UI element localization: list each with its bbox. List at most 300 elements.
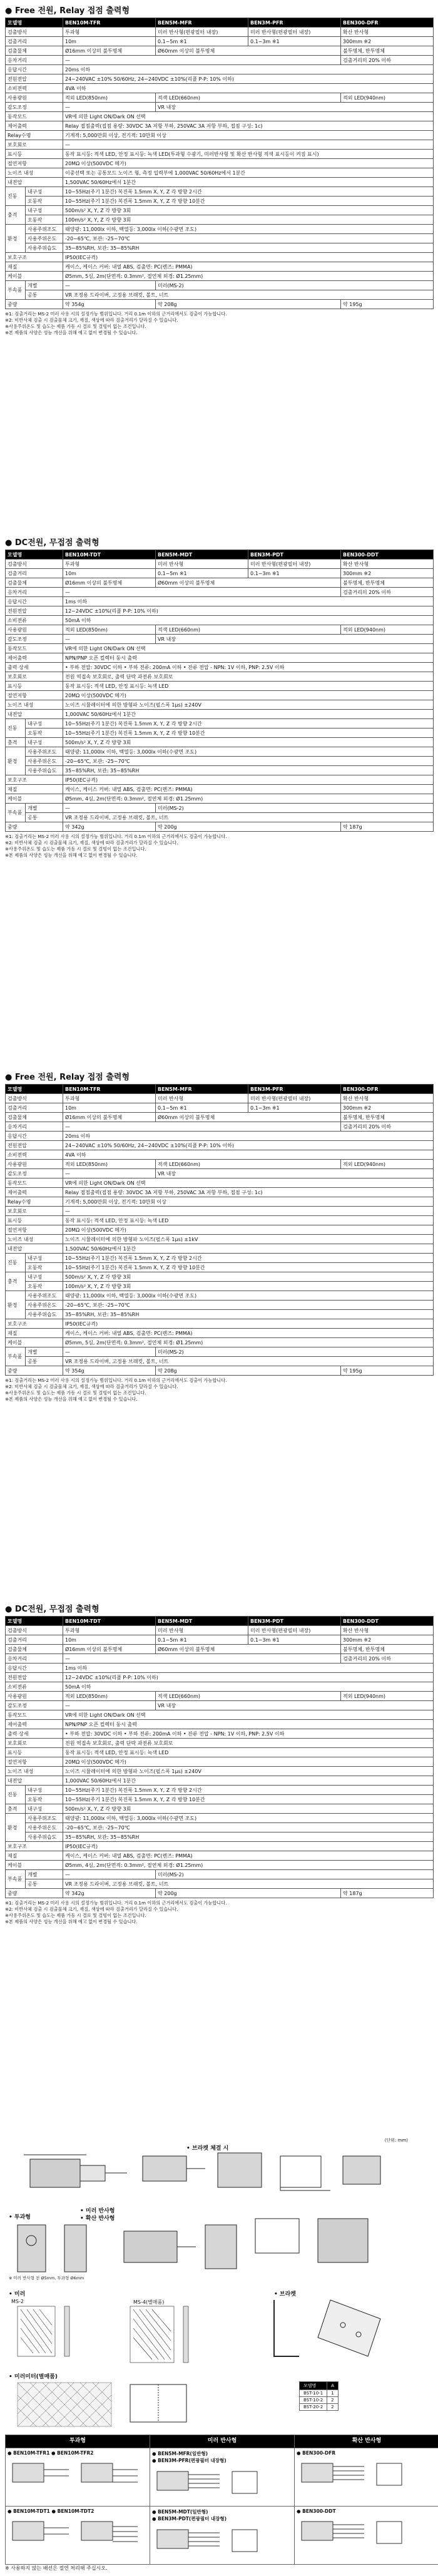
section-notes [5,311,433,336]
conn-header-mirror: 미러 반사형 [150,2435,295,2448]
row-group-label: 부속품 [6,1347,26,1366]
table-row [6,1338,434,1347]
row-label: 내전압 [6,1776,63,1786]
cell-value: 20MΩ 이상(500VDC 메가) [63,1757,434,1767]
table-row [6,1861,434,1870]
cell-value: 적색 LED(660nm) [156,1160,341,1169]
row-label: 중량 [6,300,63,309]
table-row [6,1832,434,1842]
model-header: BEN3M-PFR [248,1085,341,1094]
table-row [6,1710,434,1720]
cell-value: Ø60mm 이상의 불투명체 [156,1113,341,1122]
note-line: ※1: 검출거리는 MS-2 미러 사용 시의 설정가능 범위입니다. 거리 0.1m 이하의 근거리에서도 검출이 가능합니다. [5,834,227,839]
bracket-drawings [274,2300,380,2356]
row-label: 출력 상세 [6,663,63,672]
table-row [6,1197,434,1207]
cell-value: 약 208g [156,1366,341,1376]
row-label: 응차거리 [6,56,63,65]
cell-value: 기계적: 5,000만회 이상, 전기적: 10만회 이상 [63,1197,434,1207]
table-row [6,1804,434,1814]
row-label: 전원전압 [6,1673,63,1682]
table-row [6,1654,434,1664]
row-label: 감도조정 [6,635,63,644]
dim-note: ※ 미러 반사형 전 Ø5mm, 투과형 Ø6mm [9,2276,84,2281]
row-label: 사용주위온도 [26,757,63,766]
table-row [6,1739,434,1748]
cell-value: 적외 LED(940nm) [341,1160,434,1169]
cell-value: 100m/s² X, Y, Z 각 방향 3회 [63,215,434,225]
row-label: 검출방식 [6,1626,63,1635]
row-label: 케이블 [6,1338,63,1347]
table-row [6,1870,434,1879]
cell-value: BST-20-2 [300,2404,327,2411]
cell-value: 미러(MS-2) [156,804,434,813]
conn-cell-through-1 [6,2448,150,2507]
model-header: BEN10M-TDT [63,1617,156,1626]
table-row [6,1757,434,1767]
table-row [6,560,434,569]
cell-value: 12~24VDC ±10%(리플 P-P: 10% 이하) [63,606,434,616]
table-row [6,253,434,262]
table-row [6,140,434,150]
table-row [6,1301,434,1310]
header-label: 모델명 [6,1085,63,1094]
table-row [6,225,434,234]
table-row [6,1776,434,1786]
cell-value: 적외 LED(940nm) [341,625,434,635]
table-row [6,272,434,281]
cell-value: 1ms 이하 [63,597,434,606]
table-row [6,663,434,672]
table-row [6,1225,434,1235]
row-label: 사용주위조도 [26,225,63,234]
cell-value: 약 195g [341,300,434,309]
section-title: ● DC전원, 무접점 출력형 [5,1605,99,1614]
cell-value: — [63,1169,156,1178]
cell-value: 35~85%RH, 보관: 35~85%RH [63,1310,434,1319]
row-label: 내구성 [26,1804,63,1814]
cell-value: NPN/PNP 오픈 컬렉터 동시 출력 [63,1720,434,1729]
cell-value: 35~85%RH, 보관: 35~85%RH [63,766,434,775]
cell-value: — [63,588,341,597]
table-row [6,813,434,822]
row-group-label: 진동 [6,719,26,738]
table-row [6,112,434,121]
table-row [6,1626,434,1635]
row-group-label: 환경 [6,1291,26,1319]
table-row [6,616,434,625]
row-label: 케이블 [6,272,63,281]
conn-label: ● BEN300-DDT [297,2508,336,2514]
slit-label: • 미러미터(별매품) [9,2374,58,2380]
row-label: 검출물체 [6,578,63,588]
model-header: BEN5M-MFR [156,18,248,28]
cell-value: 35~85%RH, 보관: 35~85%RH [63,1832,434,1842]
cell-value: 0.1~3m ※1 [248,37,341,46]
cell-value: 20MΩ 이상(500VDC 메가) [63,1225,434,1235]
cell-value: 노이즈 시뮬레이터에 의한 방형파 노이즈(펄스폭 1μs) ±1kV [63,1235,434,1244]
cell-value: 1 [327,2390,339,2397]
table-header-row [6,1617,434,1626]
table-row [6,159,434,168]
table-row [6,150,434,159]
cell-value: Ø16mm 이상의 불투명체 [63,578,156,588]
model-header: BEN10M-TFR [63,1085,156,1094]
row-label: 응답시간 [6,1132,63,1141]
spec-section [5,1071,433,1403]
cell-value: 모델명 [300,2382,327,2390]
cell-value: 35~85%RH, 보관: 35~85%RH [63,243,434,253]
model-header: BEN3M-PFR [248,18,341,28]
row-label: 제어출력 [6,1720,63,1729]
row-label: 소비전류 [6,1682,63,1692]
cell-value: 1,500VAC 50/60Hz에서 1분간 [63,178,434,187]
row-label: 보호구조 [6,775,63,785]
note-line: ※1: 검출거리는 MS-2 미러 사용 시의 설정가능 범위입니다. 거리 0.1m 이하의 근거리에서도 검출이 가능합니다. [5,311,227,317]
cell-value: BST-10-2 [300,2397,327,2404]
row-label: 제어출력 [6,653,63,663]
cell-value: VR 내장 [156,103,434,112]
table-row [6,1786,434,1795]
cell-value: 검출거리의 20% 이하 [341,588,434,597]
row-label: 사용주위습도 [26,243,63,253]
cell-value: 투과형 [63,1626,156,1635]
table-row [6,1366,434,1376]
table-row [6,131,434,140]
row-label: 사용주위조도 [26,1814,63,1823]
cell-value: — [63,635,156,644]
table-row [6,290,434,300]
cell-value: VR에 의한 Light ON/Dark ON 선택 [63,112,434,121]
table-row [6,1795,434,1804]
sensor-label-diffuse: • 확산 반사형 [80,2216,115,2222]
cell-value: 0.1~5m ※1 [156,569,248,578]
row-label: 절연저항 [6,691,63,700]
cell-value: 전원 역접속 보호회로, 출력 단락 과전류 보호회로 [63,672,434,682]
cell-value: A [327,2382,339,2390]
row-label: 내구성 [26,738,63,747]
cell-value: 10~55Hz(주기 1분간) 복진폭 1.5mm X, Y, Z 각 방향 2시간 [63,1786,434,1795]
row-label: 동작모드 [6,112,63,121]
mirror-ms4-label: MS-4(별매품) [133,2299,165,2305]
row-label: 오동작 [26,1282,63,1291]
cell-value: 0.1~3m ※1 [248,569,341,578]
row-label: 오동작 [26,215,63,225]
cell-value: 0.1~5m ※1 [156,37,248,46]
cell-value: 10~55Hz(주기 1분간) 복진폭 1.5mm X, Y, Z 각 방향 2시간 [63,1254,434,1263]
table-row [6,65,434,74]
model-header: BEN300-DFR [341,1085,434,1094]
cell-value: Relay 접점출력(접점 용량: 30VDC 3A 저항 부하, 250VAC 3A 저항 부하, 접점 구성: 1c) [63,1188,434,1197]
row-label: 내구성 [26,719,63,728]
table-row [6,1216,434,1225]
table-row [6,1664,434,1673]
table-row [6,1122,434,1132]
table-row [6,1729,434,1739]
cell-value: 동작 표시등: 적색 LED, 안정 표시등: 녹색 LED [63,1748,434,1757]
row-label: 사용주위온도 [26,234,63,243]
cell-value: 확산 반사형 [341,1626,434,1635]
table-row [6,1244,434,1254]
cell-value: 동작 표시등: 적색 LED, 안정 표시등: 녹색 LED [63,682,434,691]
row-label: 내전압 [6,178,63,187]
row-label: 사용주위습도 [26,1832,63,1842]
table-row [6,719,434,728]
cell-value: 확산 반사형 [341,28,434,37]
model-header: BEN10M-TFR [63,18,156,28]
row-label: 보호구조 [6,1319,63,1329]
row-label: 공통 [26,290,63,300]
cell-value: 적외 LED(850nm) [63,625,156,635]
cell-value: 100m/s² X, Y, Z 각 방향 3회 [63,1282,434,1291]
table-row [6,794,434,804]
cell-value: IP50(IEC규격) [63,253,434,262]
note-line: ※2: 비반사체 검출 시 검출물체 크기, 재질, 색상에 따라 검출거리가 달라질 수 있습니다. [5,1906,178,1912]
row-group-label: 부속품 [6,804,26,822]
row-label: 사용주위온도 [26,1301,63,1310]
cell-value: 검출거리의 20% 이하 [341,1654,434,1664]
cell-value: Ø16mm 이상의 불투명체 [63,1645,156,1654]
row-label: 표시등 [6,1748,63,1757]
cell-value: 500m/s² X, Y, Z 각 방향 3회 [63,738,434,747]
note-line: ※사용주위온도 및 습도는 제품 가동 시 결로 및 결빙이 없는 조건입니다. [5,1390,146,1396]
cell-value: -20~65℃, 보관: -25~70℃ [63,234,434,243]
row-group-label: 환경 [6,747,26,775]
cell-value: 불투명체, 반투명체 [341,46,434,56]
cell-value: VR에 의한 Light ON/Dark ON 선택 [63,1710,434,1720]
table-row [6,1645,434,1654]
header-label: 모델명 [6,1617,63,1626]
table-header-row [6,550,434,560]
conn-label: ● BEN5M-MFR(일반형) ● BEN3M-PFR(편광필터 내장형) [152,2451,227,2463]
table-row [6,1282,434,1291]
row-label: 오동작 [26,728,63,738]
cell-value: 500m/s² X, Y, Z 각 방향 3회 [63,206,434,215]
row-label: 소비전력 [6,84,63,93]
conn-cell-diffuse-2 [295,2507,438,2565]
row-group-label: 진동 [6,187,26,206]
model-header: BEN5M-MDT [156,1617,248,1626]
row-label: 응차거리 [6,1654,63,1664]
cell-value: 기계적: 5,000만회 이상, 전기적: 10만회 이상 [63,131,434,140]
cell-value: 태양광: 11,000lx 이하, 백열등: 3,000lx 이하(수광면 조도) [63,1291,434,1301]
table-row [6,74,434,84]
row-label: 재질 [6,785,63,794]
note-line: ※본 제품의 사양은 성능 개선을 위해 예고 없이 변경될 수 있습니다. [5,330,138,335]
cell-value: 약 187g [341,1889,434,1898]
table-row [6,785,434,794]
note-line: ※사용주위온도 및 습도는 제품 가동 시 결로 및 결빙이 없는 조건입니다. [5,1913,146,1918]
table-row [6,1207,434,1216]
cell-value: 확산 반사형 [341,560,434,569]
cell-value: 4VA 이하 [63,1150,434,1160]
table-row [6,1767,434,1776]
table-row [6,822,434,832]
table-row [6,700,434,710]
table-row [300,2390,339,2397]
cell-value: 미러 반사형 [156,1094,248,1103]
slit-mesh-drawing [18,2383,111,2426]
table-row [6,635,434,644]
table-row [6,197,434,206]
row-label: 내전압 [6,710,63,719]
cell-value: 불투명체, 반투명체 [341,1113,434,1122]
cell-value: 10m [63,569,156,578]
table-row [6,1094,434,1103]
model-header: BEN300-DDT [341,550,434,560]
table-row [6,234,434,243]
row-label: 사용광원 [6,1692,63,1701]
row-label: 개별 [26,804,63,813]
cell-value: IP50(IEC규격) [63,1842,434,1851]
cell-value: 약 342g [63,822,156,832]
cell-value: 전원 역접속 보호회로, 출력 단락 과전류 보호회로 [63,1739,434,1748]
row-label: 감도조정 [6,1169,63,1178]
cell-value: -20~65℃, 보관: -25~70℃ [63,1301,434,1310]
cell-value: 투과형 [63,560,156,569]
cell-value: 24~240VAC ±10% 50/60Hz, 24~240VDC ±10%(리플 P-P: 10% 이하) [63,1141,434,1150]
cell-value: 2 [327,2397,339,2404]
table-row [6,1851,434,1861]
section-notes [5,1377,433,1403]
row-label: 전원전압 [6,606,63,616]
cell-value: — [63,281,156,290]
cell-value: 적색 LED(660nm) [156,1692,341,1701]
bracket-mount-views [143,2153,380,2190]
model-header: BEN300-DFR [341,18,434,28]
cell-value: 미러(MS-2) [156,1870,434,1879]
row-label: 보호구조 [6,1842,63,1851]
spec-section [5,537,433,859]
table-row [6,691,434,700]
table-row [6,710,434,719]
row-label: 전원전압 [6,1141,63,1150]
table-row [6,206,434,215]
cell-value: 1,500VAC 50/60Hz에서 1분간 [63,1244,434,1254]
conn-cell-mirror-1 [150,2448,295,2507]
cell-value: Ø60mm 이상의 불투명체 [156,578,341,588]
table-row [6,1235,434,1244]
table-row [6,625,434,635]
row-label: 검출물체 [6,1645,63,1654]
table-row [6,588,434,597]
wiring-diagram [151,2523,292,2561]
cell-value: VR 내장 [156,1701,434,1710]
wiring-diagram [295,2515,437,2559]
cell-value: 태양광: 11,000lx 이하, 백열등: 3,000lx 이하(수광면 조도) [63,747,434,757]
table-row [6,597,434,606]
row-label: 검출물체 [6,46,63,56]
table-row [6,1263,434,1272]
cell-value: 1,000VAC 50/60Hz에서 1분간 [63,710,434,719]
cell-value: Ø60mm 이상의 불투명체 [156,46,341,56]
row-label: 감도조정 [6,103,63,112]
row-label: 검출거리 [6,569,63,578]
section-title: ● Free 전원, Relay 접점 출력형 [5,1073,130,1082]
row-label: 응차거리 [6,1122,63,1132]
unit-label: (단위: mm) [384,2138,408,2143]
row-label: 보호회로 [6,672,63,682]
row-label: 소비전력 [6,1150,63,1160]
table-row [6,262,434,272]
cell-value: 약 342g [63,1889,156,1898]
row-label: 오동작 [26,1263,63,1272]
cell-value: 1ms 이하 [63,1664,434,1673]
row-label: 오동작 [26,197,63,206]
row-label: Relay수명 [6,1197,63,1207]
cell-value: NPN/PNP 오픈 컬렉터 동시 출력 [63,653,434,663]
row-group-label: 충격 [6,206,26,225]
table-row [6,84,434,93]
sensor-label-through: • 투과형 [9,2214,31,2221]
row-label: 노이즈 내성 [6,1767,63,1776]
cell-value: 20ms 이하 [63,65,434,74]
table-row [6,1720,434,1729]
bracket2-label: • 브라켓 [274,2291,296,2297]
row-label: 사용주위습도 [26,766,63,775]
note-line: ※1: 검출거리는 MS-2 미러 사용 시의 설정가능 범위입니다. 거리 0.1m 이하의 근거리에서도 검출이 가능합니다. [5,1377,227,1383]
cell-value: 동작 표시등: 적색 LED, 안정 표시등: 녹색 LED(투과형 수광기, 미러반사형 및 확산 반사형 적색 표시등이 켜짐 표시) [63,150,434,159]
table-row [6,1132,434,1141]
table-row [6,1188,434,1197]
mirror-ms2-drawing [18,2306,69,2356]
row-label: 절연저항 [6,159,63,168]
table-row [6,1701,434,1710]
row-label: 재질 [6,262,63,272]
mirror-ms4-drawing [130,2306,188,2363]
cell-value: 케이스, 케이스 커버: 내열 ABS, 검출면: PC(렌즈: PMMA) [63,262,434,272]
cell-value: 적색 LED(660nm) [156,625,341,635]
row-group-label: 충격 [6,738,26,747]
row-label: 동작모드 [6,1710,63,1720]
cell-value: 케이스, 케이스 커버: 내열 ABS, 검출면: PC(렌즈: PMMA) [63,1851,434,1861]
cell-value: 미러 반사형 [156,560,248,569]
table-row [6,1103,434,1113]
cell-value: 500m/s² X, Y, Z 각 방향 3회 [63,1272,434,1282]
wiring-diagram [6,2515,148,2559]
table-row [6,1160,434,1169]
row-label: 표시등 [6,150,63,159]
cell-value: 10~55Hz(주기 1분간) 복진폭 1.5mm X, Y, Z 각 방향 10분간 [63,728,434,738]
row-label: 내구성 [26,1786,63,1795]
model-header: BEN10M-TDT [63,550,156,560]
row-label: 개별 [26,1870,63,1879]
mirror-label: • 미러 [9,2291,26,2297]
row-label: 응차거리 [6,588,63,597]
row-label: 절연저항 [6,1757,63,1767]
cell-value: Ø16mm 이상의 불투명체 [63,1113,156,1122]
cell-value: Relay 접점출력(접점 용량: 30VDC 3A 저항 부하, 250VAC 3A 저항 부하, 접점 구성: 1c) [63,121,434,131]
model-header: BEN5M-MFR [156,1085,248,1094]
cell-value: 약 187g [341,822,434,832]
row-label: 응답시간 [6,1664,63,1673]
note-line: ※2: 비반사체 검출 시 검출물체 크기, 재질, 색상에 따라 검출거리가 달라질 수 있습니다. [5,840,178,846]
spec-table [5,1084,434,1376]
cell-value: VR 조정용 드라이버, 고정용 브래킷, 볼트, 너트 [63,290,434,300]
row-group-label: 충격 [6,1804,26,1814]
cell-value: 50mA 이하 [63,1682,434,1692]
model-header: BEN5M-MDT [156,550,248,560]
row-label: 표시등 [6,1216,63,1225]
note-line: ※1: 검출거리는 MS-2 미러 사용 시의 설정가능 범위입니다. 거리 0.1m 이하의 근거리에서도 검출이 가능합니다. [5,1900,227,1906]
conn-cell-through-2 [6,2507,150,2565]
cell-value: 불투명체, 반투명체 [341,578,434,588]
row-label: 검출거리 [6,1635,63,1645]
sensor-front-views [18,2219,368,2272]
row-label: 검출거리 [6,37,63,46]
row-label: 오동작 [26,1795,63,1804]
table-row [300,2404,339,2411]
